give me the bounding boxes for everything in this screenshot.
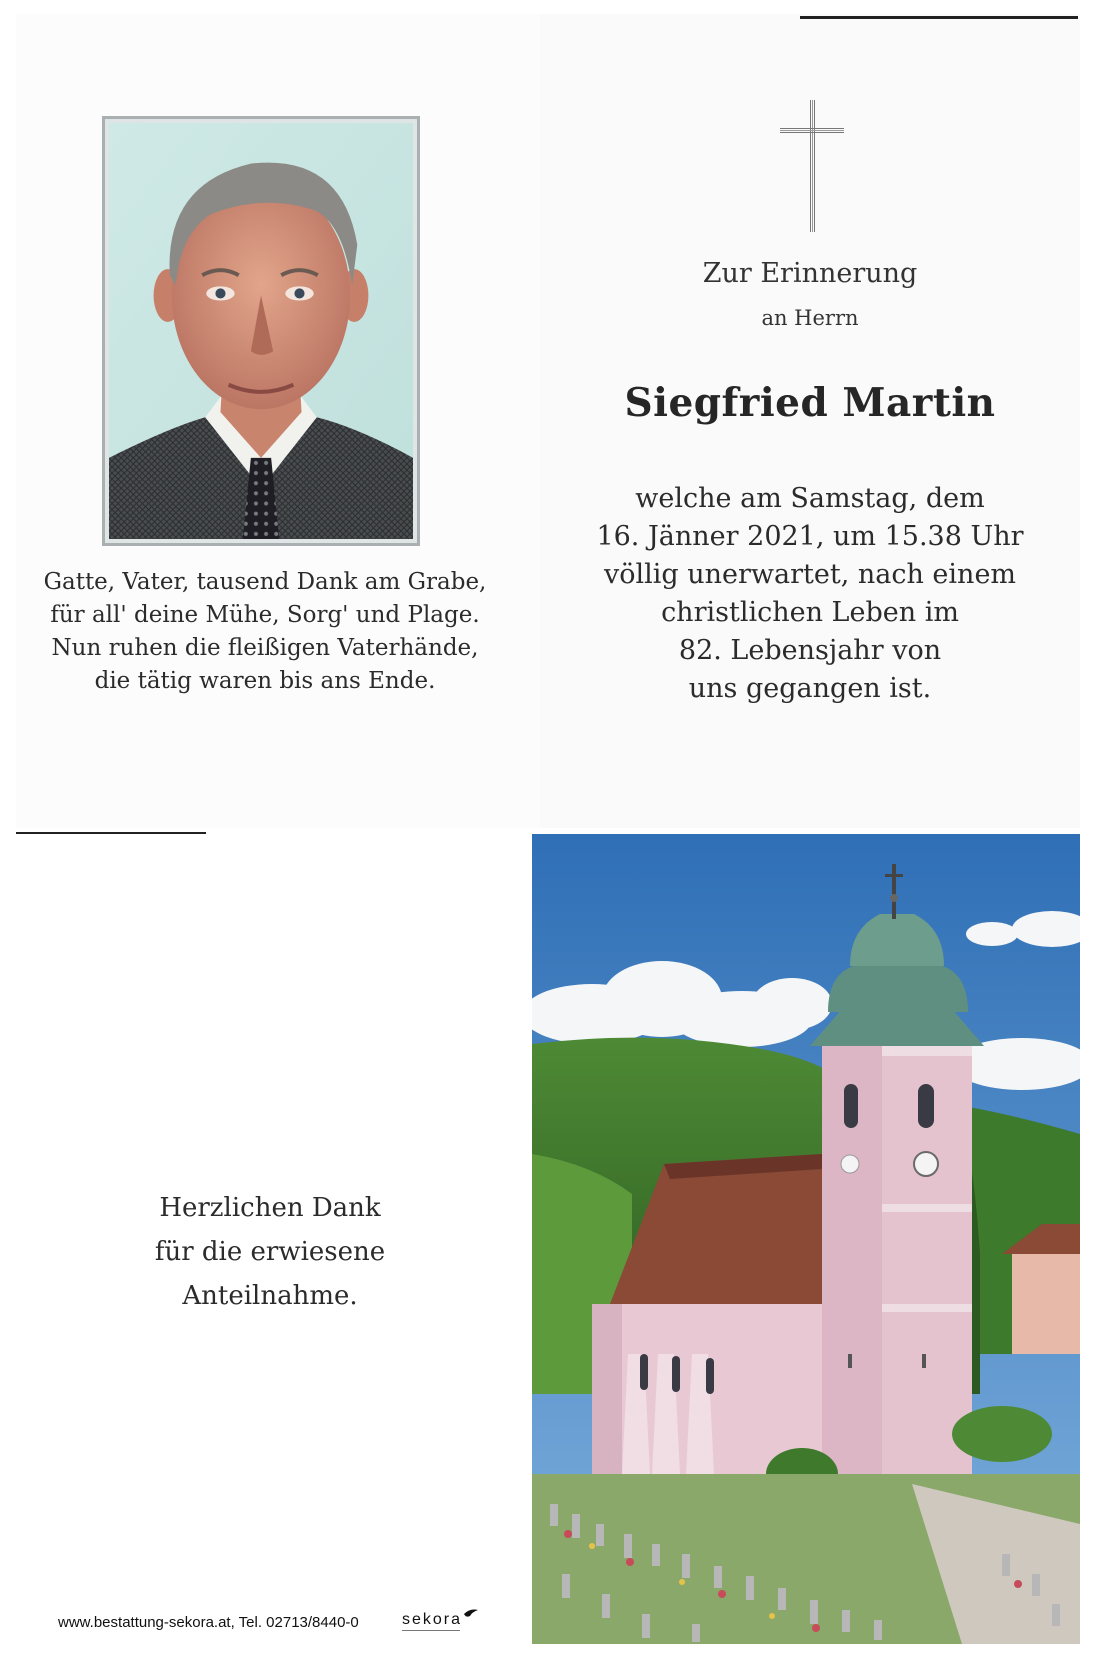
funeral-home-logo (402, 1606, 482, 1636)
death-line: 16. Jänner 2021, um 15.38 Uhr (596, 521, 1024, 552)
death-line: christlichen Leben im (661, 597, 959, 628)
deceased-name: Siegfried Martin (624, 380, 996, 426)
death-line: 82. Lebensjahr von (678, 635, 942, 666)
cross-icon (780, 100, 844, 232)
portrait-frame (102, 116, 420, 546)
thanks-message (110, 1186, 430, 1318)
logo-text: sekora (402, 1611, 463, 1628)
memorial-intro-sub: an Herrn (761, 306, 859, 330)
poem-line: Gatte, Vater, tausend Dank am Grabe, (43, 569, 487, 595)
poem-line: die tätig waren bis ans Ende. (94, 668, 436, 694)
death-line: völlig unerwartet, nach einem (603, 559, 1017, 590)
portrait-photo (109, 123, 413, 539)
church-photo (532, 834, 1080, 1644)
middle-edge-line (16, 832, 206, 834)
thanks-line: Anteilnahme. (182, 1281, 358, 1311)
thanks-line: Herzlichen Dank (159, 1193, 381, 1223)
thanks-line: für die erwiesene (154, 1237, 386, 1267)
funeral-home-contact: www.bestattung-sekora.at, Tel. 02713/8440-0 (58, 1614, 359, 1631)
top-edge-line (800, 16, 1078, 19)
poem-line: für all' deine Mühe, Sorg' und Plage. (50, 602, 480, 628)
death-line: welche am Samstag, dem (635, 483, 985, 514)
death-notice (560, 480, 1060, 708)
poem-line: Nun ruhen die fleißigen Vaterhände, (51, 635, 479, 661)
memorial-poem (30, 566, 500, 698)
death-line: uns gegangen ist. (688, 673, 932, 704)
bird-icon (464, 1610, 478, 1617)
memorial-intro: Zur Erinnerung (702, 258, 918, 289)
